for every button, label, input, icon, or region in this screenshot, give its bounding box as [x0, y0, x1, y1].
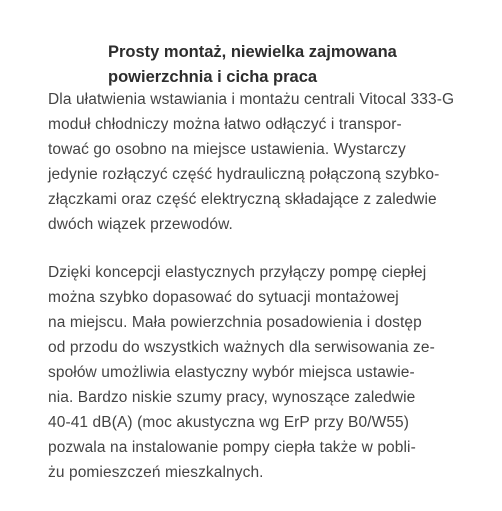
section-heading: [108, 40, 468, 90]
paragraph-line: można szybko dopasować do sytuacji montażowej: [48, 289, 399, 306]
paragraph-line: od przodu do wszystkich ważnych dla serwisowania ze-: [48, 339, 435, 356]
paragraph-line: moduł chłodniczy można łatwo odłączyć i transpor-: [48, 116, 402, 133]
paragraph-line: nia. Bardzo niskie szumy pracy, wynoszące zaledwie: [48, 389, 416, 406]
paragraph-line: 40-41 dB(A) (moc akustyczna wg ErP przy B0/W55): [48, 414, 410, 431]
paragraph-line: Dzięki koncepcji elastycznych przyłączy pompę ciepłej: [48, 264, 427, 281]
paragraph-installation: [48, 87, 488, 237]
paragraph-line: złączkami oraz część elektryczną składające z zaledwie: [48, 191, 437, 208]
paragraph-line: żu pomieszczeń mieszkalnych.: [48, 464, 264, 481]
paragraph-line: na miejscu. Mała powierzchnia posadowienia i dostęp: [48, 314, 422, 331]
heading-line: Prosty montaż, niewielka zajmowana: [108, 43, 397, 61]
paragraph-line: jedynie rozłączyć część hydrauliczną połączoną szybko-: [48, 166, 440, 183]
paragraph-line: Dla ułatwienia wstawiania i montażu centrali Vitocal 333-G: [48, 91, 455, 108]
paragraph-connections: [48, 260, 488, 485]
paragraph-line: pozwala na instalowanie pompy ciepła także w pobli-: [48, 439, 416, 456]
paragraph-line: tować go osobno na miejsce ustawienia. Wystarczy: [48, 141, 406, 158]
paragraph-line: dwóch wiązek przewodów.: [48, 216, 233, 233]
paragraph-line: społów umożliwia elastyczny wybór miejsca ustawie-: [48, 364, 415, 381]
heading-line: powierzchnia i cicha praca: [108, 68, 318, 86]
